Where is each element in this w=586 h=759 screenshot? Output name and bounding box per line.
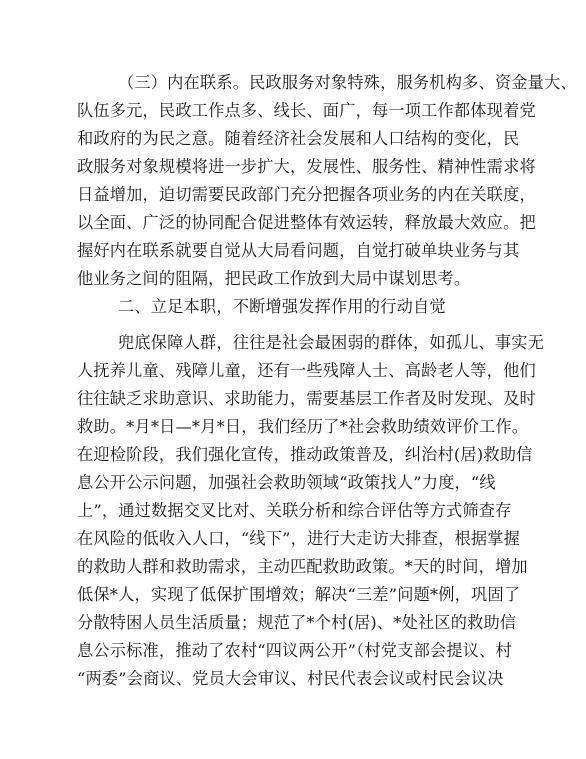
- section-heading-2: 二、立足本职，不断增强发挥作用的行动自觉: [118, 297, 446, 316]
- section3-line-4: 政服务对象规模将进一步扩大，发展性、服务性、精神性需求将: [77, 157, 536, 176]
- paragraph-line-4: 救助。*月*日—*月*日，我们经历了*社会救助绩效评价工作。: [77, 417, 529, 436]
- paragraph-line-6: 息公开公示问题，加强社会救助领域“政策找人”力度，“线: [77, 473, 496, 492]
- paragraph-line-1: 兜底保障人群，往往是社会最困弱的群体，如孤儿、事实无: [118, 333, 545, 352]
- section3-line-3: 和政府的为民之意。随着经济社会发展和人口结构的变化，民: [77, 129, 520, 148]
- paragraph-line-3: 往往缺乏求助意识、求助能力，需要基层工作者及时发现、及时: [77, 389, 536, 408]
- section3-line-5: 日益增加，迫切需要民政部门充分把握各项业务的内在关联度，: [77, 185, 536, 204]
- paragraph-line-10: 低保*人，实现了低保扩围增效；解决“三差”问题*例，巩固了: [77, 585, 521, 604]
- section3-line-8: 他业务之间的阻隔，把民政工作放到大局中谋划思考。: [77, 269, 471, 288]
- section3-line-1: （三）内在联系。民政服务对象特殊，服务机构多、资金量大、: [118, 73, 577, 92]
- section3-line-7: 握好内在联系就要自觉从大局看问题，自觉打破单块业务与其: [77, 241, 520, 260]
- paragraph-line-5: 在迎检阶段，我们强化宣传，推动政策普及，纠治村(居)救助信: [77, 445, 533, 464]
- paragraph-line-8: 在风险的低收入人口，“线下”，进行大走访大排查，根据掌握: [77, 529, 521, 548]
- paragraph-line-11: 分散特困人员生活质量；规范了*个村(居)、*处社区的救助信: [77, 613, 517, 632]
- paragraph-line-7: 上”，通过数据交叉比对、关联分析和综合评估等方式筛查存: [77, 501, 512, 520]
- section3-line-6: 以全面、广泛的协同配合促进整体有效运转，释放最大效应。把: [77, 213, 536, 232]
- paragraph-line-13: “两委”会商议、党员大会审议、村民代表会议或村民会议决: [77, 669, 504, 688]
- paragraph-line-2: 人抚养儿童、残障儿童，还有一些残障人士、高龄老人等，他们: [77, 361, 536, 380]
- section3-line-2: 队伍多元，民政工作点多、线长、面广，每一项工作都体现着党: [77, 101, 536, 120]
- paragraph-line-9: 的救助人群和救助需求，主动匹配救助政策。*天的时间，增加: [77, 557, 528, 576]
- paragraph-line-12: 息公示标准，推动了农村“四议两公开”（村党支部会提议、村: [77, 641, 512, 660]
